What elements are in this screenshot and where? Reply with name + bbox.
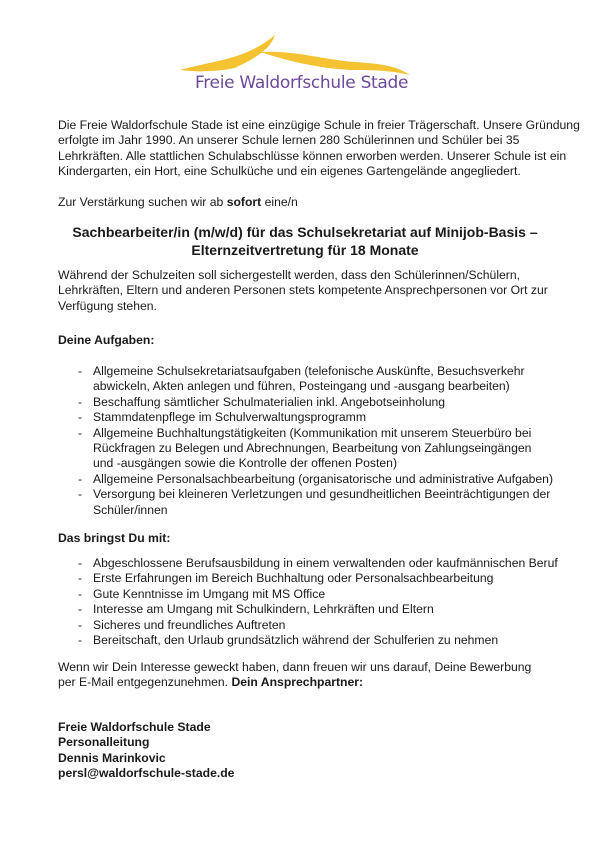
bullet-dash: - (78, 471, 83, 486)
list-item (58, 556, 558, 571)
list-item-line: Bereitschaft, den Urlaub grundsätzlich während der Schulferien zu nehmen (93, 632, 499, 647)
list-item (58, 487, 558, 518)
bullet-dash: - (78, 410, 83, 425)
closing-paragraph (58, 660, 558, 691)
bullet-dash: - (78, 617, 83, 632)
text-line: Wenn wir Dein Interesse geweckt haben, dann freuen wir uns darauf, Deine Bewerbung (58, 660, 532, 674)
list-item (58, 602, 558, 617)
contact-block (58, 720, 558, 782)
title-line: Sachbearbeiter/in (m/w/d) für das Schulsekretariat auf Minijob-Basis – (72, 224, 538, 240)
list-item-line: Allgemeine Schulsekretariatsaufgaben (telefonische Auskünfte, Besuchsverkehr (93, 364, 525, 378)
list-item-line: und -ausgängen sowie die Kontrolle der offenen Posten) (93, 456, 397, 471)
text-line: Die Freie Waldorfschule Stade ist eine einzügige Schule in freier Trägerschaft. Unsere Gründung (58, 118, 580, 132)
text-line: erfolgte im Jahr 1990. An unserer Schule lernen 280 Schülerinnen und Schüler bei 35 (58, 133, 520, 148)
heading: Deine Aufgaben: (58, 333, 155, 347)
bullet-dash: - (78, 487, 83, 502)
text: Zur Verstärkung suchen wir ab (58, 195, 227, 209)
profile-list (58, 556, 558, 648)
list-item (58, 633, 558, 648)
text: eine/n (261, 195, 298, 209)
profile-heading (58, 531, 558, 546)
bullet-dash: - (78, 602, 83, 617)
list-item-line: Gute Kenntnisse im Umgang mit MS Office (93, 586, 326, 601)
list-item (58, 395, 558, 410)
list-item-line: Abgeschlossene Berufsausbildung in einem verwaltenden oder kaufmännischen Beruf (93, 556, 558, 570)
list-item-line: Versorgung bei kleineren Verletzungen und gesundheitlichen Beeinträchtigungen der (93, 487, 551, 502)
intro-paragraph (58, 118, 580, 180)
list-item-line: Erste Erfahrungen im Bereich Buchhaltung oder Personalsachbearbeitung (93, 571, 494, 586)
title-line: Elternzeitvertretung für 18 Monate (191, 242, 419, 258)
bullet-dash: - (78, 394, 83, 409)
list-item-line: Interesse am Umgang mit Schulkindern, Lehrkräften und Eltern (93, 602, 434, 617)
description-paragraph (58, 268, 558, 314)
bullet-dash: - (78, 632, 83, 647)
text-line: Lehrkräften. Alle stattlichen Schulabschlüsse können erworben werden. Unserer Schule ist ein (58, 148, 567, 163)
list-item-line: Beschaffung sämtlicher Schulmaterialien inkl. Angebotseinholung (93, 394, 446, 409)
bold-text: Dein Ansprechpartner: (231, 675, 364, 690)
text: per E-Mail entgegenzunehmen. (58, 675, 232, 690)
bullet-dash: - (78, 425, 83, 440)
list-item-line: Rückfragen zu Belegen und Abrechnungen, Bearbeitung von Zahlungseingängen (93, 440, 532, 455)
text-line: Verfügung stehen. (58, 298, 157, 313)
list-item (58, 426, 558, 472)
tasks-list (58, 364, 558, 518)
job-title (40, 223, 570, 259)
text-line: Kindergarten, ein Hort, eine Schulküche und ein eigenes Gartengelände angegliedert. (58, 164, 521, 179)
logo-text: Freie Waldorfschule Stade (195, 73, 409, 93)
tasks-heading (58, 333, 558, 348)
list-item-line: abwickeln, Akten anlegen und führen, Posteingang und -ausgang bearbeiten) (93, 379, 510, 394)
search-line (58, 195, 558, 210)
contact-name: Dennis Marinkovic (58, 750, 166, 765)
list-item (58, 618, 558, 633)
bullet-dash: - (78, 571, 83, 586)
list-item-line: Sicheres und freundliches Auftreten (93, 617, 286, 632)
list-item (58, 571, 558, 586)
contact-org: Freie Waldorfschule Stade (58, 720, 211, 734)
text-line: Lehrkräften, Eltern und anderen Personen stets kompetente Ansprechpersonen vor Ort zur (58, 283, 548, 298)
bullet-dash: - (78, 556, 83, 570)
contact-dept: Personalleitung (58, 735, 150, 750)
list-item (58, 364, 558, 395)
contact-email-link[interactable]: persl@waldorfschule-stade.de (58, 766, 235, 781)
bold-text: sofort (226, 195, 262, 209)
bullet-dash: - (78, 586, 83, 601)
list-item-line: Schüler/innen (93, 502, 168, 517)
list-item-line: Allgemeine Buchhaltungstätigkeiten (Kommunikation mit unserem Steuerbüro bei (93, 425, 532, 440)
list-item-line: Stammdatenpflege im Schulverwaltungsprogramm (93, 410, 366, 425)
text-line: Während der Schulzeiten soll sichergestellt werden, dass den Schülerinnen/Schülern, (58, 268, 521, 282)
list-item (58, 410, 558, 425)
bullet-dash: - (78, 364, 83, 378)
list-item (58, 472, 558, 487)
heading: Das bringst Du mit: (58, 531, 171, 545)
list-item (58, 587, 558, 602)
list-item-line: Allgemeine Personalsachbearbeitung (organisatorische und administrative Aufgaben) (93, 471, 554, 486)
